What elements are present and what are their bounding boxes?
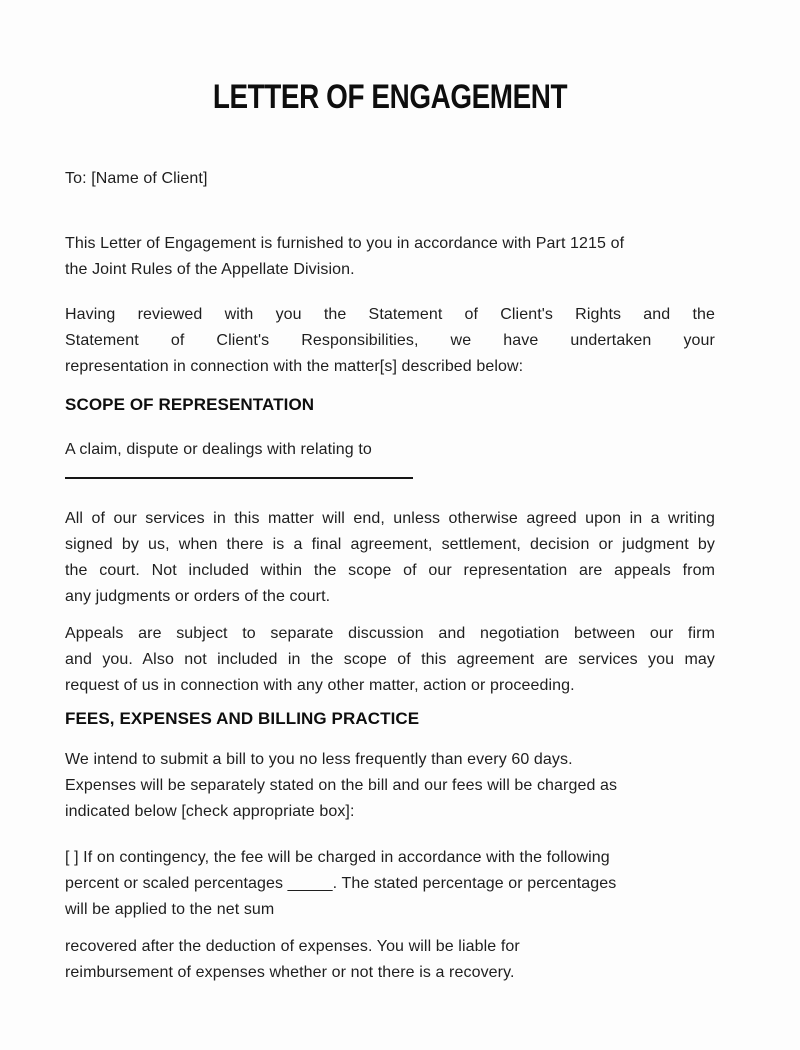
text-line: the court. Not included within the scope of our representation are appeals from xyxy=(65,562,715,579)
text-line: Appeals are subject to separate discussion and negotiation between our firm xyxy=(65,625,715,642)
text-line: Statement of Client's Responsibilities, we have undertaken your xyxy=(65,332,715,349)
text-line: representation in connection with the matter[s] described below: xyxy=(65,358,524,375)
document-title xyxy=(65,78,715,116)
text-line: percent or scaled percentages _____. The stated percentage or percentages xyxy=(65,875,617,892)
recipient-line: To: [Name of Client] xyxy=(65,170,208,187)
document-title-text: LETTER OF ENGAGEMENT xyxy=(212,78,568,116)
text-line: We intend to submit a bill to you no less frequently than every 60 days. xyxy=(65,751,573,768)
text-line: indicated below [check appropriate box]: xyxy=(65,803,355,820)
undertaking-paragraph xyxy=(65,302,715,380)
intro-paragraph xyxy=(65,231,715,283)
text-line: the Joint Rules of the Appellate Division. xyxy=(65,261,355,278)
text-line: [ ] If on contingency, the fee will be charged in accordance with the following xyxy=(65,849,610,866)
text-line: and you. Also not included in the scope of this agreement are services you may xyxy=(65,651,715,668)
recovery-paragraph xyxy=(65,934,715,986)
text-line: recovered after the deduction of expenses. You will be liable for xyxy=(65,938,520,955)
billing-paragraph xyxy=(65,747,715,825)
scope-section-heading: SCOPE OF REPRESENTATION xyxy=(65,395,315,414)
text-line: This Letter of Engagement is furnished to you in accordance with Part 1215 of xyxy=(65,235,625,252)
claim-paragraph xyxy=(65,437,715,463)
services-end-paragraph xyxy=(65,506,715,610)
contingency-paragraph xyxy=(65,845,715,923)
text-line: request of us in connection with any other matter, action or proceeding. xyxy=(65,677,575,694)
text-line: any judgments or orders of the court. xyxy=(65,588,331,605)
fees-section-heading: FEES, EXPENSES AND BILLING PRACTICE xyxy=(65,709,420,728)
text-line: signed by us, when there is a final agreement, settlement, decision or judgment by xyxy=(65,536,715,553)
text-line: reimbursement of expenses whether or not there is a recovery. xyxy=(65,964,515,981)
text-line: Having reviewed with you the Statement of Client's Rights and the xyxy=(65,306,715,323)
text-line: A claim, dispute or dealings with relating to xyxy=(65,441,372,458)
appeals-paragraph xyxy=(65,621,715,699)
text-line: All of our services in this matter will end, unless otherwise agreed upon in a writing xyxy=(65,510,715,527)
text-line: will be applied to the net sum xyxy=(65,901,275,918)
text-line: Expenses will be separately stated on the bill and our fees will be charged as xyxy=(65,777,618,794)
fill-in-blank-line[interactable] xyxy=(65,477,413,479)
